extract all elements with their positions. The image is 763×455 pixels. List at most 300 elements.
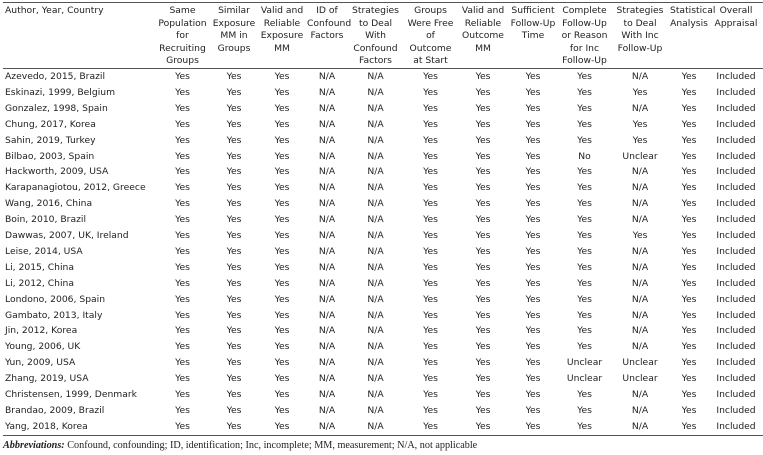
appraisal-cell: Yes bbox=[226, 293, 242, 305]
appraisal-cell: Yes bbox=[175, 309, 190, 321]
study-cell: Leise, 2014, USA bbox=[5, 245, 83, 257]
appraisal-cell: N/A bbox=[318, 373, 336, 385]
appraisal-cell: Yes bbox=[226, 357, 242, 369]
appraisal-cell: Unclear bbox=[622, 150, 658, 162]
appraisal-cell: Yes bbox=[274, 150, 290, 162]
appraisal-cell: N/A bbox=[367, 405, 384, 416]
appraisal-cell: N/A bbox=[631, 70, 649, 82]
appraisal-cell: N/A bbox=[318, 261, 336, 273]
appraisal-cell: Yes bbox=[423, 245, 438, 257]
appraisal-cell: Yes bbox=[274, 405, 290, 416]
appraisal-cell: Unclear bbox=[566, 373, 603, 385]
appraisal-cell: Yes bbox=[669, 419, 709, 435]
appraisal-cell: Yes bbox=[175, 389, 190, 401]
appraisal-cell: Yes bbox=[423, 261, 438, 273]
column-header: Complete Follow-Up or Reason for Inc Follow-Up bbox=[558, 3, 611, 69]
appraisal-cell: Yes bbox=[423, 389, 438, 401]
appraisal-cell: Yes bbox=[175, 182, 190, 194]
appraisal-cell: Included bbox=[716, 150, 756, 162]
appraisal-table bbox=[3, 2, 763, 436]
appraisal-cell: Yes bbox=[226, 118, 242, 130]
appraisal-cell: Yes bbox=[681, 70, 697, 82]
appraisal-cell: Included bbox=[716, 70, 756, 82]
appraisal-cell: Yes bbox=[681, 373, 697, 385]
appraisal-cell: Yes bbox=[577, 70, 592, 82]
appraisal-cell: Yes bbox=[226, 389, 242, 401]
appraisal-cell: Yes bbox=[681, 150, 697, 162]
appraisal-cell: Yes bbox=[475, 230, 491, 242]
appraisal-cell: Yes bbox=[475, 245, 491, 257]
column-header: Valid and Reliable Exposure MM bbox=[258, 3, 306, 69]
appraisal-cell: Included bbox=[716, 405, 756, 416]
appraisal-cell: Yes bbox=[577, 341, 592, 353]
appraisal-cell: Yes bbox=[423, 405, 438, 416]
appraisal-cell: Yes bbox=[175, 118, 190, 130]
table-row bbox=[3, 308, 763, 324]
appraisal-cell: N/A bbox=[367, 245, 384, 257]
table-row bbox=[3, 419, 763, 435]
appraisal-cell: Included bbox=[716, 118, 756, 130]
appraisal-cell: Yes bbox=[577, 166, 592, 178]
appraisal-cell: Yes bbox=[423, 325, 438, 337]
appraisal-cell: Yes bbox=[423, 118, 438, 130]
appraisal-cell: N/A bbox=[631, 214, 649, 226]
appraisal-cell: Yes bbox=[475, 182, 491, 194]
appraisal-cell: Yes bbox=[525, 230, 541, 242]
table-row bbox=[3, 85, 763, 101]
appraisal-cell: Yes bbox=[423, 70, 438, 82]
appraisal-cell: Yes bbox=[226, 261, 242, 273]
appraisal-cell: Yes bbox=[226, 277, 242, 289]
appraisal-cell: Yes bbox=[525, 277, 541, 289]
appraisal-cell: Yes bbox=[577, 230, 592, 242]
appraisal-cell: Included bbox=[716, 134, 756, 146]
appraisal-cell: N/A bbox=[318, 70, 336, 82]
appraisal-cell: N/A bbox=[367, 373, 384, 385]
table-row bbox=[3, 117, 763, 133]
appraisal-cell: N/A bbox=[318, 389, 336, 401]
appraisal-cell: Yes bbox=[632, 230, 648, 242]
appraisal-cell: Yes bbox=[632, 134, 648, 146]
appraisal-cell: Yes bbox=[577, 214, 592, 226]
appraisal-cell: Yes bbox=[475, 261, 491, 273]
footnote-label: Abbreviations: bbox=[3, 440, 65, 451]
appraisal-cell: Yes bbox=[274, 325, 290, 337]
appraisal-cell: N/A bbox=[348, 419, 403, 435]
appraisal-cell: Yes bbox=[525, 102, 541, 114]
appraisal-cell: Yes bbox=[475, 405, 491, 416]
study-cell: Sahin, 2019, Turkey bbox=[5, 134, 96, 146]
appraisal-cell: N/A bbox=[367, 214, 384, 226]
appraisal-cell: Yes bbox=[155, 419, 210, 435]
table-row bbox=[3, 355, 763, 371]
study-cell: Gambato, 2013, Italy bbox=[5, 309, 103, 321]
table-body bbox=[3, 68, 763, 435]
appraisal-cell: Yes bbox=[475, 309, 491, 321]
appraisal-cell: Yes bbox=[175, 293, 190, 305]
appraisal-cell: Yes bbox=[577, 293, 592, 305]
appraisal-cell: N/A bbox=[367, 357, 384, 369]
appraisal-cell: Yes bbox=[681, 182, 697, 194]
appraisal-cell: Yes bbox=[475, 198, 491, 210]
appraisal-cell: Yes bbox=[508, 419, 558, 435]
column-header: Groups Were Free of Outcome at Start bbox=[403, 3, 458, 69]
appraisal-cell: Included bbox=[716, 198, 756, 210]
appraisal-cell: Yes bbox=[175, 86, 190, 98]
study-cell: Eskinazi, 1999, Belgium bbox=[5, 86, 116, 98]
appraisal-cell: Yes bbox=[525, 405, 541, 416]
appraisal-cell: N/A bbox=[367, 70, 384, 82]
appraisal-cell: Included bbox=[716, 86, 756, 98]
appraisal-cell: Included bbox=[716, 341, 756, 353]
appraisal-cell: N/A bbox=[631, 166, 649, 178]
appraisal-cell: Yes bbox=[681, 198, 697, 210]
appraisal-cell: Yes bbox=[226, 198, 242, 210]
appraisal-cell: Yes bbox=[475, 70, 491, 82]
study-cell: Chung, 2017, Korea bbox=[5, 118, 96, 130]
appraisal-cell: N/A bbox=[318, 405, 336, 416]
appraisal-cell: Yes bbox=[475, 293, 491, 305]
appraisal-cell: Yes bbox=[423, 214, 438, 226]
appraisal-cell: Yes bbox=[525, 166, 541, 178]
appraisal-cell: Yes bbox=[226, 214, 242, 226]
appraisal-cell: Yes bbox=[258, 419, 306, 435]
appraisal-cell: Yes bbox=[274, 357, 290, 369]
appraisal-cell: Yes bbox=[525, 198, 541, 210]
table-row bbox=[3, 292, 763, 308]
appraisal-cell: Yes bbox=[681, 293, 697, 305]
appraisal-cell: Yes bbox=[274, 309, 290, 321]
appraisal-cell: N/A bbox=[631, 277, 649, 289]
table-row bbox=[3, 323, 763, 339]
appraisal-cell: Yes bbox=[577, 389, 592, 401]
table-row bbox=[3, 244, 763, 260]
appraisal-cell: Included bbox=[716, 214, 756, 226]
column-header: Overall Appraisal bbox=[709, 3, 763, 69]
appraisal-cell: Included bbox=[716, 325, 756, 337]
appraisal-cell: Included bbox=[716, 102, 756, 114]
column-header: Similar Exposure MM in Groups bbox=[210, 3, 258, 69]
appraisal-cell: N/A bbox=[631, 198, 649, 210]
appraisal-cell: N/A bbox=[306, 419, 348, 435]
table-row bbox=[3, 68, 763, 84]
appraisal-cell: Yes bbox=[681, 134, 697, 146]
study-cell: Azevedo, 2015, Brazil bbox=[5, 70, 106, 82]
appraisal-cell: Yes bbox=[175, 277, 190, 289]
appraisal-cell: Yes bbox=[525, 134, 541, 146]
appraisal-cell: Yes bbox=[475, 341, 491, 353]
appraisal-cell: Yes bbox=[423, 341, 438, 353]
appraisal-cell: N/A bbox=[367, 230, 384, 242]
appraisal-cell: N/A bbox=[367, 389, 384, 401]
appraisal-cell: Yes bbox=[226, 70, 242, 82]
appraisal-cell: Yes bbox=[525, 70, 541, 82]
appraisal-cell: N/A bbox=[631, 261, 649, 273]
appraisal-cell: Yes bbox=[423, 166, 438, 178]
appraisal-cell: Yes bbox=[226, 309, 242, 321]
appraisal-cell: Yes bbox=[475, 134, 491, 146]
appraisal-cell: Yes bbox=[274, 230, 290, 242]
appraisal-cell: Yes bbox=[274, 389, 290, 401]
appraisal-cell: Yes bbox=[175, 325, 190, 337]
appraisal-cell: Unclear bbox=[566, 357, 603, 369]
appraisal-cell: Yes bbox=[525, 245, 541, 257]
column-header: Strategies to Deal With Inc Follow-Up bbox=[611, 3, 669, 69]
appraisal-cell: Yes bbox=[475, 102, 491, 114]
appraisal-cell: Yes bbox=[226, 230, 242, 242]
appraisal-cell: Yes bbox=[423, 150, 438, 162]
appraisal-cell: Yes bbox=[175, 102, 190, 114]
appraisal-cell: Yes bbox=[423, 102, 438, 114]
appraisal-cell: Yes bbox=[525, 373, 541, 385]
appraisal-cell: Yes bbox=[226, 182, 242, 194]
column-header: Author, Year, Country bbox=[3, 3, 155, 69]
appraisal-cell: Yes bbox=[226, 102, 242, 114]
appraisal-cell: Yes bbox=[274, 118, 290, 130]
appraisal-cell: Yes bbox=[681, 341, 697, 353]
appraisal-cell: Yes bbox=[423, 230, 438, 242]
appraisal-cell: Yes bbox=[681, 309, 697, 321]
appraisal-cell: Included bbox=[716, 357, 756, 369]
appraisal-cell: Yes bbox=[577, 245, 592, 257]
appraisal-cell: Yes bbox=[423, 182, 438, 194]
study-cell: Wang, 2016, China bbox=[5, 198, 93, 210]
appraisal-cell: Yes bbox=[226, 86, 242, 98]
appraisal-cell: Yes bbox=[525, 325, 541, 337]
appraisal-cell: Yes bbox=[175, 214, 190, 226]
table-row bbox=[3, 180, 763, 196]
appraisal-table-container bbox=[3, 2, 758, 436]
appraisal-cell: Yes bbox=[558, 419, 611, 435]
appraisal-cell: Yes bbox=[632, 118, 648, 130]
appraisal-cell: N/A bbox=[318, 86, 336, 98]
appraisal-cell: Yes bbox=[458, 419, 508, 435]
appraisal-cell: N/A bbox=[367, 86, 384, 98]
appraisal-cell: N/A bbox=[367, 166, 384, 178]
table-row bbox=[3, 228, 763, 244]
column-header: Statistical Analysis bbox=[669, 3, 709, 69]
appraisal-cell: Yes bbox=[175, 70, 190, 82]
appraisal-cell: N/A bbox=[318, 214, 336, 226]
appraisal-cell: Yes bbox=[681, 357, 697, 369]
appraisal-cell: Included bbox=[716, 277, 756, 289]
appraisal-cell: N/A bbox=[318, 357, 336, 369]
appraisal-cell: Yes bbox=[475, 389, 491, 401]
appraisal-cell: Yes bbox=[175, 245, 190, 257]
appraisal-cell: Yes bbox=[210, 419, 258, 435]
appraisal-cell: N/A bbox=[631, 309, 649, 321]
appraisal-cell: N/A bbox=[367, 102, 384, 114]
appraisal-cell: Yes bbox=[475, 214, 491, 226]
appraisal-cell: Included bbox=[716, 293, 756, 305]
appraisal-cell: Yes bbox=[577, 86, 592, 98]
appraisal-cell: Included bbox=[716, 230, 756, 242]
study-cell: Hackworth, 2009, USA bbox=[5, 166, 109, 178]
appraisal-cell: N/A bbox=[631, 389, 649, 401]
appraisal-cell: Yes bbox=[681, 389, 697, 401]
appraisal-cell: N/A bbox=[631, 245, 649, 257]
appraisal-cell: Yes bbox=[274, 182, 290, 194]
appraisal-cell: Yes bbox=[175, 261, 190, 273]
study-cell: Karapanagiotou, 2012, Greece bbox=[5, 182, 146, 194]
appraisal-cell: N/A bbox=[318, 118, 336, 130]
appraisal-cell: Yes bbox=[475, 166, 491, 178]
appraisal-cell: Yes bbox=[525, 357, 541, 369]
table-row bbox=[3, 133, 763, 149]
appraisal-cell: Yes bbox=[274, 373, 290, 385]
appraisal-cell: N/A bbox=[318, 245, 336, 257]
table-row bbox=[3, 339, 763, 355]
appraisal-cell: Yes bbox=[525, 214, 541, 226]
appraisal-cell: Yes bbox=[423, 277, 438, 289]
table-row bbox=[3, 164, 763, 180]
appraisal-cell: Yes bbox=[681, 86, 697, 98]
appraisal-cell: Yes bbox=[226, 405, 242, 416]
appraisal-cell: Yes bbox=[175, 341, 190, 353]
study-cell: Dawwas, 2007, UK, Ireland bbox=[5, 230, 129, 242]
appraisal-cell: N/A bbox=[367, 293, 384, 305]
study-cell: Gonzalez, 1998, Spain bbox=[5, 102, 108, 114]
study-cell: Li, 2015, China bbox=[5, 261, 74, 273]
appraisal-cell: Yes bbox=[577, 325, 592, 337]
appraisal-cell: Yes bbox=[525, 182, 541, 194]
appraisal-cell: Yes bbox=[226, 166, 242, 178]
study-cell: Yun, 2009, USA bbox=[5, 357, 76, 369]
appraisal-cell: Yes bbox=[475, 118, 491, 130]
column-header: Same Population for Recruiting Groups bbox=[155, 3, 210, 69]
appraisal-cell: Included bbox=[716, 261, 756, 273]
appraisal-cell: Yes bbox=[175, 166, 190, 178]
appraisal-cell: N/A bbox=[631, 405, 649, 416]
table-row bbox=[3, 387, 763, 403]
appraisal-cell: Yes bbox=[577, 134, 592, 146]
appraisal-cell: Yes bbox=[274, 341, 290, 353]
appraisal-cell: Yes bbox=[577, 309, 592, 321]
appraisal-cell: Yes bbox=[577, 182, 592, 194]
appraisal-cell: Included bbox=[716, 245, 756, 257]
appraisal-cell: Yes bbox=[274, 214, 290, 226]
appraisal-cell: N/A bbox=[367, 134, 384, 146]
appraisal-cell: N/A bbox=[611, 419, 669, 435]
appraisal-cell: Yes bbox=[681, 166, 697, 178]
appraisal-cell: Yes bbox=[274, 277, 290, 289]
appraisal-cell: N/A bbox=[631, 293, 649, 305]
study-cell: Jin, 2012, Korea bbox=[5, 325, 78, 337]
appraisal-cell: Yes bbox=[525, 86, 541, 98]
appraisal-cell: Yes bbox=[175, 373, 190, 385]
appraisal-cell: Yes bbox=[226, 325, 242, 337]
appraisal-cell: N/A bbox=[367, 277, 384, 289]
appraisal-cell: Yes bbox=[274, 198, 290, 210]
appraisal-cell: Yes bbox=[577, 405, 592, 416]
appraisal-cell: Yes bbox=[226, 150, 242, 162]
table-row bbox=[3, 212, 763, 228]
appraisal-cell: N/A bbox=[318, 325, 336, 337]
appraisal-cell: N/A bbox=[631, 182, 649, 194]
appraisal-cell: Yes bbox=[525, 261, 541, 273]
appraisal-cell: Yes bbox=[423, 293, 438, 305]
appraisal-cell: N/A bbox=[367, 150, 384, 162]
appraisal-cell: N/A bbox=[367, 325, 384, 337]
appraisal-cell: N/A bbox=[318, 166, 336, 178]
study-cell: Londono, 2006, Spain bbox=[5, 293, 106, 305]
appraisal-cell: Yes bbox=[475, 325, 491, 337]
appraisal-cell: N/A bbox=[318, 277, 336, 289]
appraisal-cell: Yes bbox=[577, 277, 592, 289]
appraisal-cell: Yes bbox=[423, 357, 438, 369]
study-cell: Bilbao, 2003, Spain bbox=[5, 150, 95, 162]
appraisal-cell: Yes bbox=[475, 150, 491, 162]
appraisal-cell: N/A bbox=[318, 309, 336, 321]
appraisal-cell: Yes bbox=[525, 150, 541, 162]
appraisal-cell: Yes bbox=[423, 134, 438, 146]
appraisal-cell: Yes bbox=[681, 102, 697, 114]
appraisal-cell: Yes bbox=[525, 118, 541, 130]
appraisal-cell: Yes bbox=[681, 245, 697, 257]
table-row bbox=[3, 260, 763, 276]
appraisal-cell: Yes bbox=[681, 277, 697, 289]
appraisal-cell: Unclear bbox=[622, 373, 658, 385]
appraisal-cell: N/A bbox=[367, 341, 384, 353]
appraisal-cell: Yes bbox=[681, 325, 697, 337]
appraisal-cell: N/A bbox=[631, 341, 649, 353]
study-cell: Li, 2012, China bbox=[5, 277, 74, 289]
appraisal-cell: Yes bbox=[577, 198, 592, 210]
footnote-text: Confound, confounding; ID, identification; Inc, incomplete; MM, measurement; N/A, not applicable bbox=[64, 440, 478, 451]
appraisal-cell: Yes bbox=[475, 86, 491, 98]
appraisal-cell: Yes bbox=[681, 405, 697, 416]
appraisal-cell: N/A bbox=[631, 325, 649, 337]
appraisal-cell: No bbox=[578, 150, 591, 162]
table-row bbox=[3, 403, 763, 419]
appraisal-cell: Yes bbox=[274, 70, 290, 82]
appraisal-cell: Yes bbox=[175, 198, 190, 210]
appraisal-cell: Yes bbox=[175, 357, 190, 369]
appraisal-cell: Yes bbox=[403, 419, 458, 435]
appraisal-cell: Yes bbox=[681, 230, 697, 242]
appraisal-cell: Yes bbox=[525, 309, 541, 321]
appraisal-cell: Yes bbox=[577, 118, 592, 130]
column-header: ID of Confound Factors bbox=[306, 3, 348, 69]
appraisal-cell: Yes bbox=[632, 86, 648, 98]
study-cell: Boin, 2010, Brazil bbox=[5, 214, 87, 226]
table-row bbox=[3, 276, 763, 292]
appraisal-cell: Yes bbox=[274, 134, 290, 146]
appraisal-cell: N/A bbox=[367, 118, 384, 130]
footnote bbox=[3, 440, 743, 451]
appraisal-cell: N/A bbox=[318, 182, 336, 194]
appraisal-cell: N/A bbox=[631, 102, 649, 114]
appraisal-cell: Yes bbox=[681, 214, 697, 226]
appraisal-cell: Included bbox=[709, 419, 763, 435]
appraisal-cell: N/A bbox=[318, 102, 336, 114]
appraisal-cell: Yes bbox=[175, 134, 190, 146]
appraisal-cell: Included bbox=[716, 373, 756, 385]
appraisal-cell: Yes bbox=[226, 341, 242, 353]
appraisal-cell: Yes bbox=[423, 198, 438, 210]
study-cell: Young, 2006, UK bbox=[5, 341, 81, 353]
appraisal-cell: Unclear bbox=[622, 357, 658, 369]
appraisal-cell: Yes bbox=[175, 230, 190, 242]
appraisal-cell: N/A bbox=[367, 198, 384, 210]
appraisal-cell: Included bbox=[716, 166, 756, 178]
appraisal-cell: Yes bbox=[475, 277, 491, 289]
table-row bbox=[3, 196, 763, 212]
table-row bbox=[3, 371, 763, 387]
appraisal-cell: Yes bbox=[274, 102, 290, 114]
appraisal-cell: Yes bbox=[226, 134, 242, 146]
column-header: Valid and Reliable Outcome MM bbox=[458, 3, 508, 69]
